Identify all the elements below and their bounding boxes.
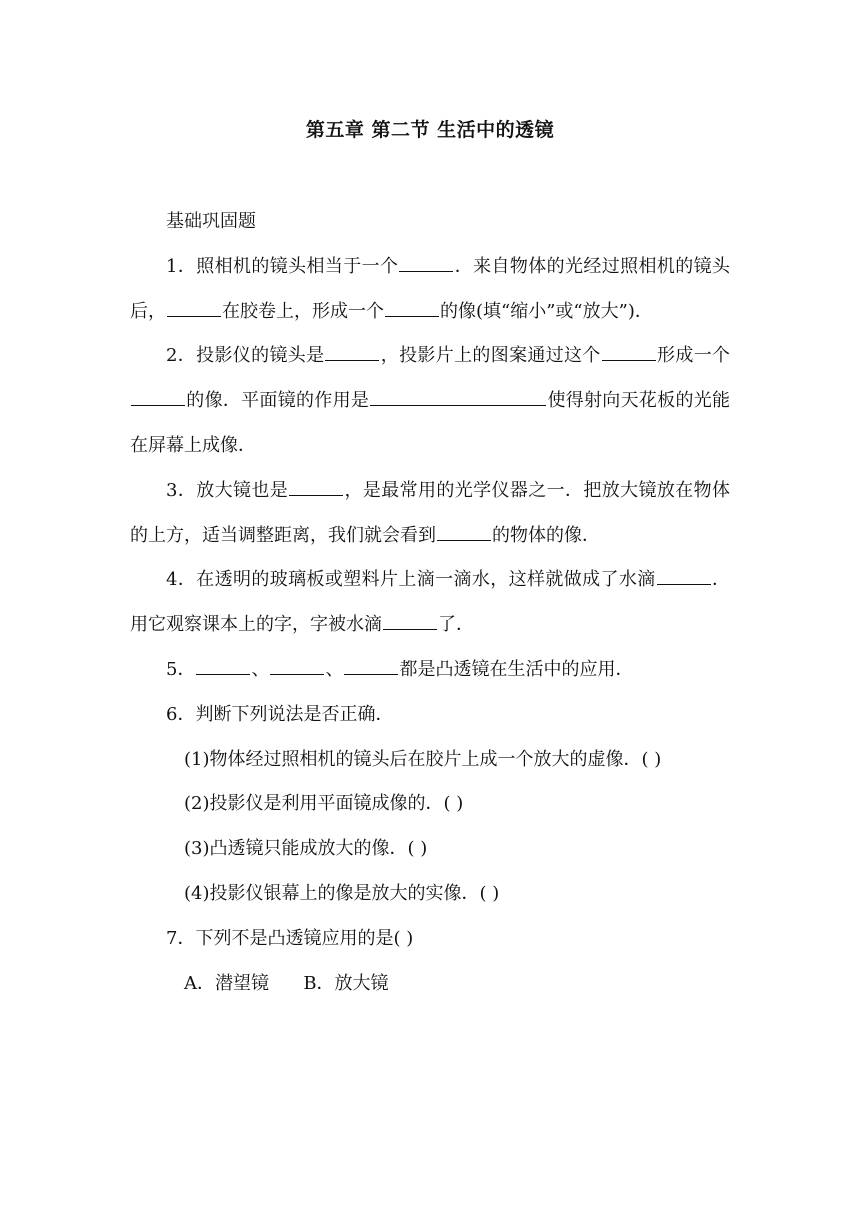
answer-options: A．潜望镜 B．放大镜	[184, 972, 389, 994]
question-number: 5．	[166, 658, 196, 680]
question-6: 6．判断下列说法是否正确．	[166, 703, 394, 725]
answer-blank[interactable]	[325, 342, 379, 362]
answer-blank[interactable]	[289, 476, 343, 496]
question-5: 5． 、 、 都是凸透镜在生活中的应用．	[130, 648, 730, 693]
answer-blank[interactable]	[370, 386, 546, 406]
question-number: 6．	[166, 703, 196, 725]
answer-blank[interactable]	[344, 655, 398, 675]
judgement-item: (3)凸透镜只能成放大的像．( )	[184, 838, 428, 860]
answer-blank[interactable]	[167, 297, 221, 317]
question-4: 4．在透明的玻璃板或塑料片上滴一滴水，这样就做成了水滴 ．用它观察课本上的字，字被水滴 了．	[130, 558, 730, 648]
question-2: 2．投影仪的镜头是 ，投影片上的图案通过这个 形成一个的像．平面镜的作用是 使得射向天花板的光能在屏幕上成像．	[130, 334, 730, 468]
answer-blank[interactable]	[131, 386, 185, 406]
question-number: 2．	[166, 345, 197, 367]
document-body	[130, 200, 730, 1006]
question-1: 1．照相机的镜头相当于一个 ．来自物体的光经过照相机的镜头后， 在胶卷上，形成一个 的像(填“缩小”或“放大”)．	[130, 245, 730, 335]
question-7: 7．下列不是凸透镜应用的是( )	[166, 927, 414, 949]
question-3: 3．放大镜也是 ，是最常用的光学仪器之一．把放大镜放在物体的上方，适当调整距离，我们就会看到 的物体的像．	[130, 469, 730, 559]
question-number: 1．	[166, 255, 197, 277]
section-heading: 基础巩固题	[166, 211, 256, 232]
answer-blank[interactable]	[437, 521, 491, 541]
question-number: 4．	[166, 569, 197, 591]
question-number: 3．	[166, 479, 197, 501]
answer-blank[interactable]	[196, 655, 250, 675]
answer-blank[interactable]	[383, 610, 437, 630]
answer-blank[interactable]	[657, 565, 711, 585]
judgement-item: (2)投影仪是利用平面镜成像的．( )	[184, 793, 464, 815]
page-title: 第五章 第二节 生活中的透镜	[305, 119, 555, 141]
question-number: 7．	[166, 927, 196, 949]
judgement-item: (1)物体经过照相机的镜头后在胶片上成一个放大的虚像．( )	[184, 748, 662, 770]
judgement-item: (4)投影仪银幕上的像是放大的实像．( )	[184, 882, 500, 904]
answer-blank[interactable]	[399, 252, 453, 272]
answer-blank[interactable]	[270, 655, 324, 675]
answer-blank[interactable]	[602, 342, 656, 362]
answer-blank[interactable]	[385, 297, 439, 317]
